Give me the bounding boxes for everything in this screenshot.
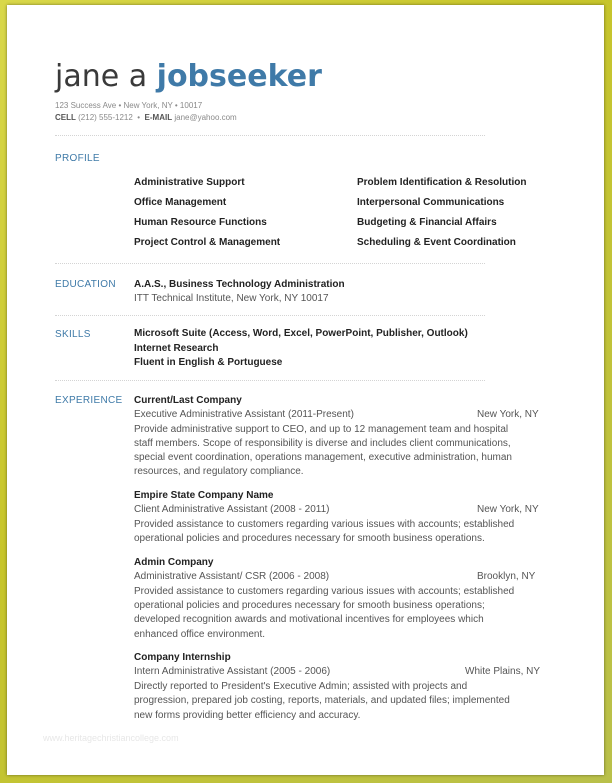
job-description-line: Provide administrative support to CEO, and up to 12 management team and hospital <box>134 424 509 435</box>
job-description-line: staff members. Scope of responsibility is diverse and includes client communications, <box>134 438 511 449</box>
profile-skill: Budgeting & Financial Affairs <box>357 217 497 228</box>
skill-item: Microsoft Suite (Access, Word, Excel, PowerPoint, Publisher, Outlook) <box>134 328 468 339</box>
cell-label: CELL <box>55 113 76 122</box>
skill-item: Internet Research <box>134 343 219 354</box>
job-description-line: operational policies and procedures necessary for smooth business operations; <box>134 600 485 611</box>
job-description-line: Provided assistance to customers regarding various issues with accounts; established <box>134 519 515 530</box>
job-title: Executive Administrative Assistant (2011-Present) <box>134 409 354 420</box>
job-description-line: developed recognition awards and motivational incentives for employees which <box>134 614 484 625</box>
divider <box>55 263 485 264</box>
profile-label: PROFILE <box>55 153 100 164</box>
divider <box>55 315 485 316</box>
candidate-name <box>55 57 322 97</box>
company-name: Company Internship <box>134 652 231 663</box>
job-location: Brooklyn, NY <box>477 571 536 582</box>
degree: A.A.S., Business Technology Administration <box>134 279 345 290</box>
job-description-line: operational policies and procedures necessary for smooth business operations. <box>134 533 485 544</box>
profile-skill: Project Control & Management <box>134 237 281 248</box>
resume-page <box>7 5 604 775</box>
profile-skill: Scheduling & Event Coordination <box>357 237 516 248</box>
job-description-line: Directly reported to President's Executive Admin; assisted with projects and <box>134 681 468 692</box>
job-location: New York, NY <box>477 409 539 420</box>
divider <box>55 380 485 381</box>
cell-number: (212) 555-1212 <box>78 113 133 122</box>
address: 123 Success Ave • New York, NY • 10017 <box>55 101 203 110</box>
profile-skill: Office Management <box>134 197 227 208</box>
contact-line: CELL (212) 555-1212 • E-MAIL jane@yahoo.com <box>55 113 237 122</box>
job-title: Administrative Assistant/ CSR (2006 - 2008) <box>134 571 330 582</box>
school: ITT Technical Institute, New York, NY 10017 <box>134 293 329 304</box>
profile-skill: Problem Identification & Resolution <box>357 177 527 188</box>
skills-label: SKILLS <box>55 329 91 340</box>
skill-item: Fluent in English & Portuguese <box>134 357 283 368</box>
company-name: Admin Company <box>134 557 214 568</box>
job-location: New York, NY <box>477 504 539 515</box>
watermark: www.heritagechristiancollege.com <box>43 733 179 743</box>
profile-skill: Interpersonal Communications <box>357 197 505 208</box>
company-name: Empire State Company Name <box>134 490 274 501</box>
divider <box>55 135 485 136</box>
job-description-line: resources, and regulatory compliance. <box>134 466 304 477</box>
profile-skill: Human Resource Functions <box>134 217 267 228</box>
email-label: E-MAIL <box>144 113 173 122</box>
education-label: EDUCATION <box>55 279 116 290</box>
last-name: jobseeker <box>156 59 322 94</box>
job-title: Intern Administrative Assistant (2005 - 2006) <box>134 666 331 677</box>
experience-label: EXPERIENCE <box>55 395 123 406</box>
first-name: jane a <box>55 59 148 94</box>
job-description-line: enhanced office environment. <box>134 629 266 640</box>
job-description-line: progression, prepared job costing, reports, materials, and updated files; implemented <box>134 695 510 706</box>
job-description-line: new forms providing better efficiency and accuracy. <box>134 710 361 721</box>
email-address[interactable]: jane@yahoo.com <box>174 113 237 122</box>
job-location: White Plains, NY <box>465 666 541 677</box>
job-title: Client Administrative Assistant (2008 - 2011) <box>134 504 330 515</box>
company-name: Current/Last Company <box>134 395 242 406</box>
profile-skill: Administrative Support <box>134 177 245 188</box>
job-description-line: Provided assistance to customers regarding various issues with accounts; established <box>134 586 515 597</box>
job-description-line: special event coordination, operations management, executive administration, human <box>134 452 512 463</box>
